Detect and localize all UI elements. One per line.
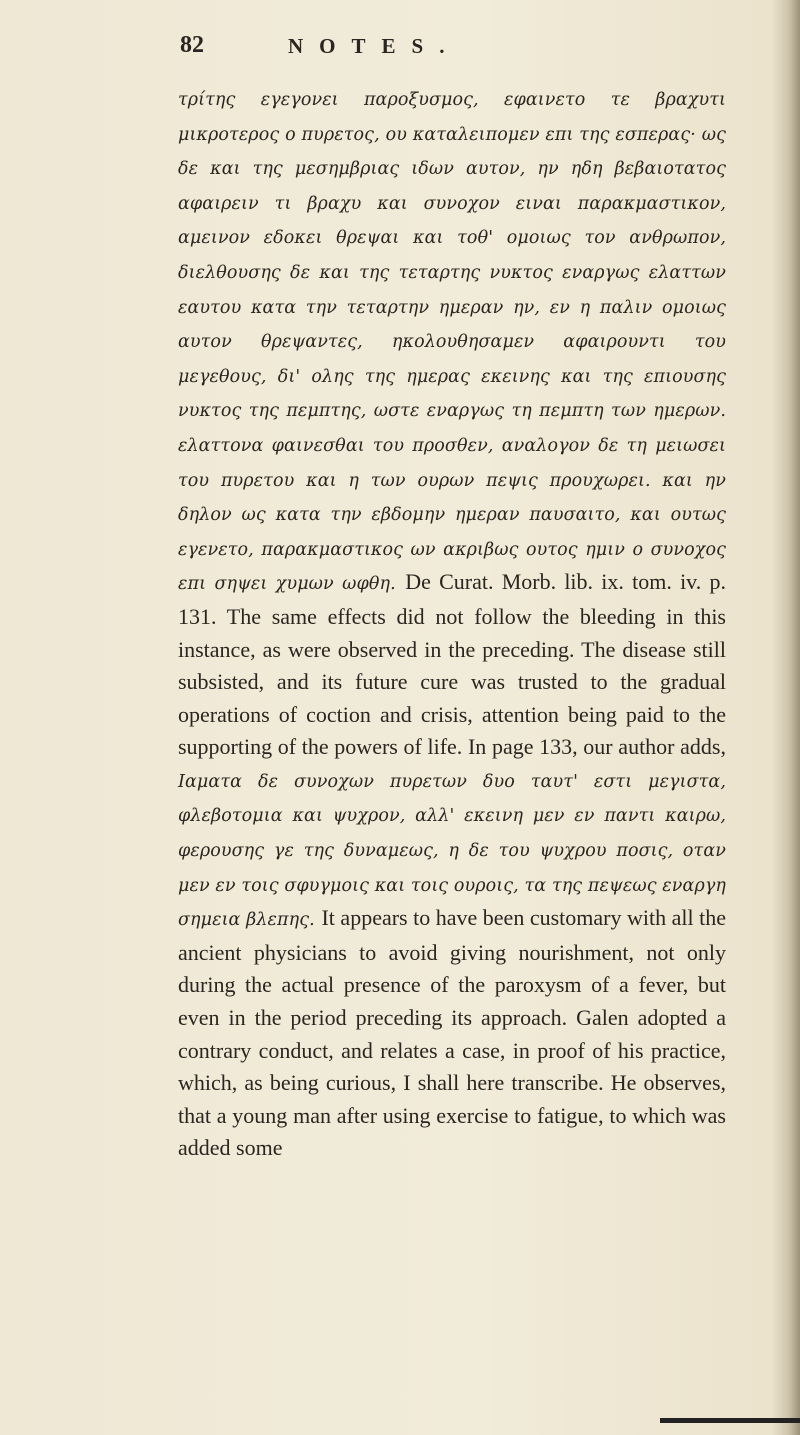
english-commentary-2: It appears to have been customary with all the ancient physicians to avoid giving nourishment, not only during the actual presence of the paroxysm of a fever, but even in the period preceding its approach. Galen adopted a contrary conduct, and relates a case, in proof of his practice, which, as being curious, I shall here transcribe. He observes, that a young man after using exercise to fatigue, to which was added some [178, 905, 726, 1161]
page-number: 82 [180, 32, 204, 58]
page-edge-shadow [772, 0, 800, 1435]
greek-quotation-2: Ιαματα δε συνοχων πυρετων δυο ταυτ' εστι μεγιστα, φλεβοτομια και ψυχρον, αλλ' εκεινη μεν εν παντι καιρω, φερουσης γε της δυναμεως, η δε του ψυχρου ποσις, οταν μεν εν τοις σφυγμοις και τοις ουροις, τα της πεψεως εναργη σημεια βλεπης. [178, 771, 726, 931]
bottom-rule [660, 1418, 800, 1423]
body-text [178, 82, 726, 1165]
greek-quotation-1: τρίτης εγεγονει παροξυσμος, εφαινετο τε βραχυτι μικροτερος ο πυρετος, ου καταλειπομεν επι της εσπερας· ως δε και της μεσημβριας ιδων αυτον, ην ηδη βεβαιοτατος αφαιρειν τι βραχυ και συνοχον ειναι παρακμαστικον, αμεινον εδοκει θρεψαι και τοθ' ομοιως τον ανθρωπον, διελθουσης δε και της τεταρτης νυκτος εναργως ελαττων εαυτου κατα την τεταρτην ημεραν ην, εν η παλιν ομοιως αυτον θρεψαντες, ηκολουθησαμεν αφαιρουντι του μεγεθους, δι' ολης της ημερας εκεινης και της επιουσης νυκτος της πεμπτης, ωστε εναργως τη πεμπτη των ημερων. ελαττονα φαινεσθαι του προσθεν, αναλογον δε τη μειωσει του πυρετου και η των ουρων πεψις προυχωρει. και ην δηλον ως κατα την εβδομην ημεραν παυσαιτο, και ουτως εγενετο, παρακμαστικος ων ακριβως ουτος ημιν ο συνοχος επι σηψει χυμων ωφθη. [178, 90, 726, 595]
page-header [180, 32, 720, 68]
running-head: NOTES. [288, 34, 461, 58]
english-commentary-1: De Curat. Morb. lib. ix. tom. iv. p. 131. The same effects did not follow the bleeding in this instance, as were observed in the preceding. The disease still subsisted, and its future cure was trusted to the gradual operations of coction and crisis, attention being paid to the supporting of the powers of life. In page 133, our author adds, [178, 569, 726, 760]
